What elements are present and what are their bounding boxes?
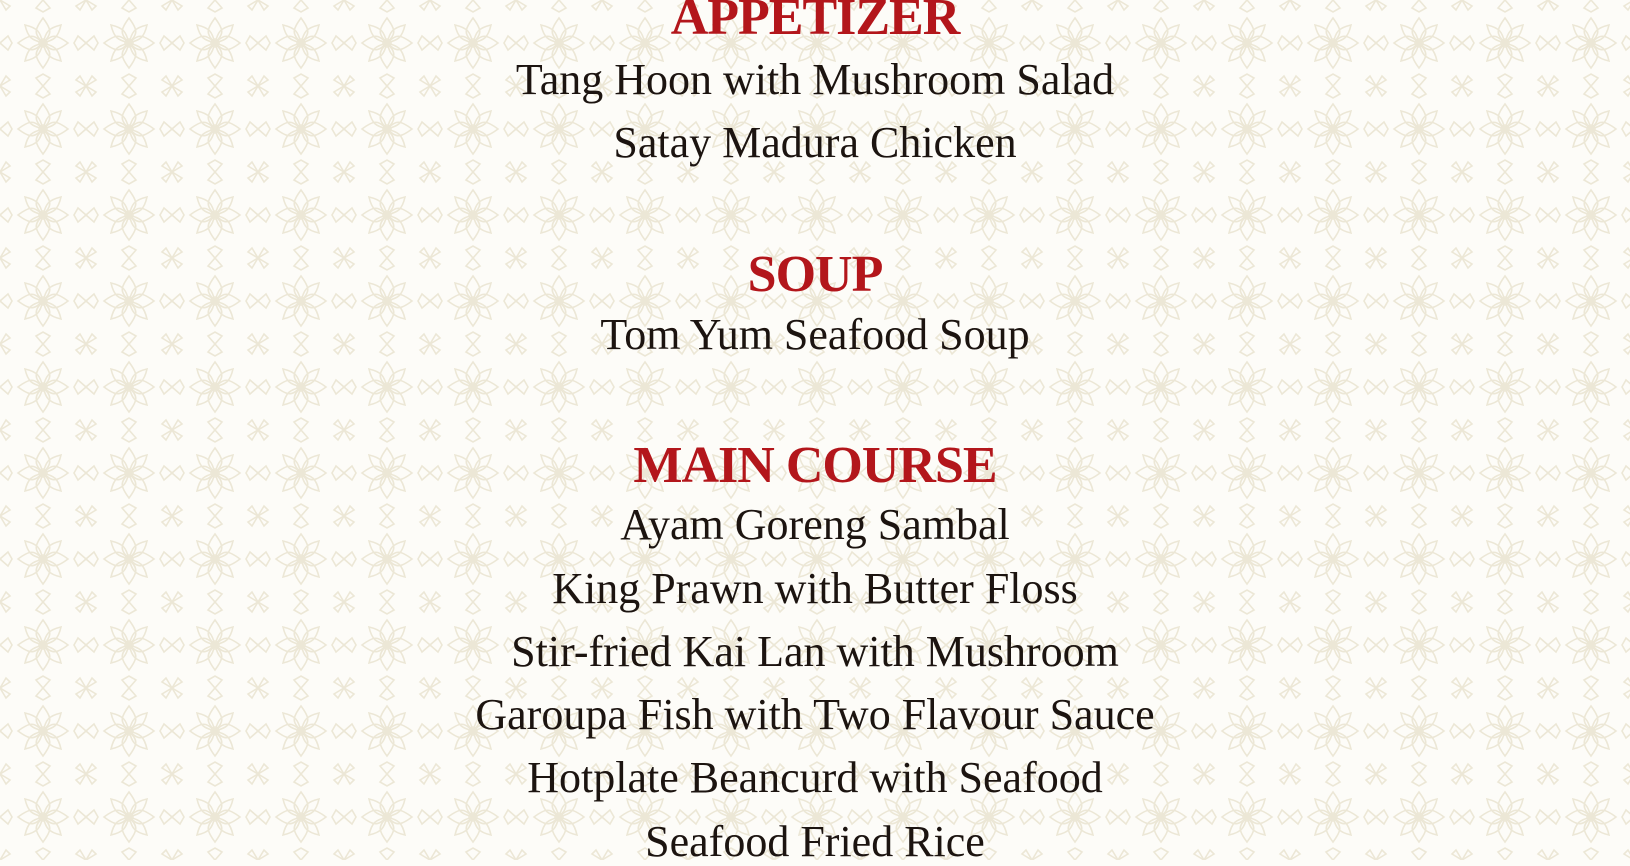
menu-item: Satay Madura Chicken (613, 118, 1017, 167)
menu-item: Garoupa Fish with Two Flavour Sauce (475, 690, 1155, 739)
menu-item: Tang Hoon with Mushroom Salad (515, 55, 1115, 104)
soup-heading: SOUP (747, 246, 883, 303)
menu-item: Tom Yum Seafood Soup (600, 310, 1030, 359)
appetizer-heading: APPETIZER (670, 0, 960, 46)
menu-item: King Prawn with Butter Floss (552, 564, 1078, 613)
menu-item: Hotplate Beancurd with Seafood (527, 753, 1103, 802)
menu-item: Seafood Fried Rice (645, 817, 985, 866)
menu-item: Ayam Goreng Sambal (620, 500, 1010, 549)
main-course-heading: MAIN COURSE (633, 437, 997, 494)
menu-item: Stir-fried Kai Lan with Mushroom (511, 627, 1119, 676)
